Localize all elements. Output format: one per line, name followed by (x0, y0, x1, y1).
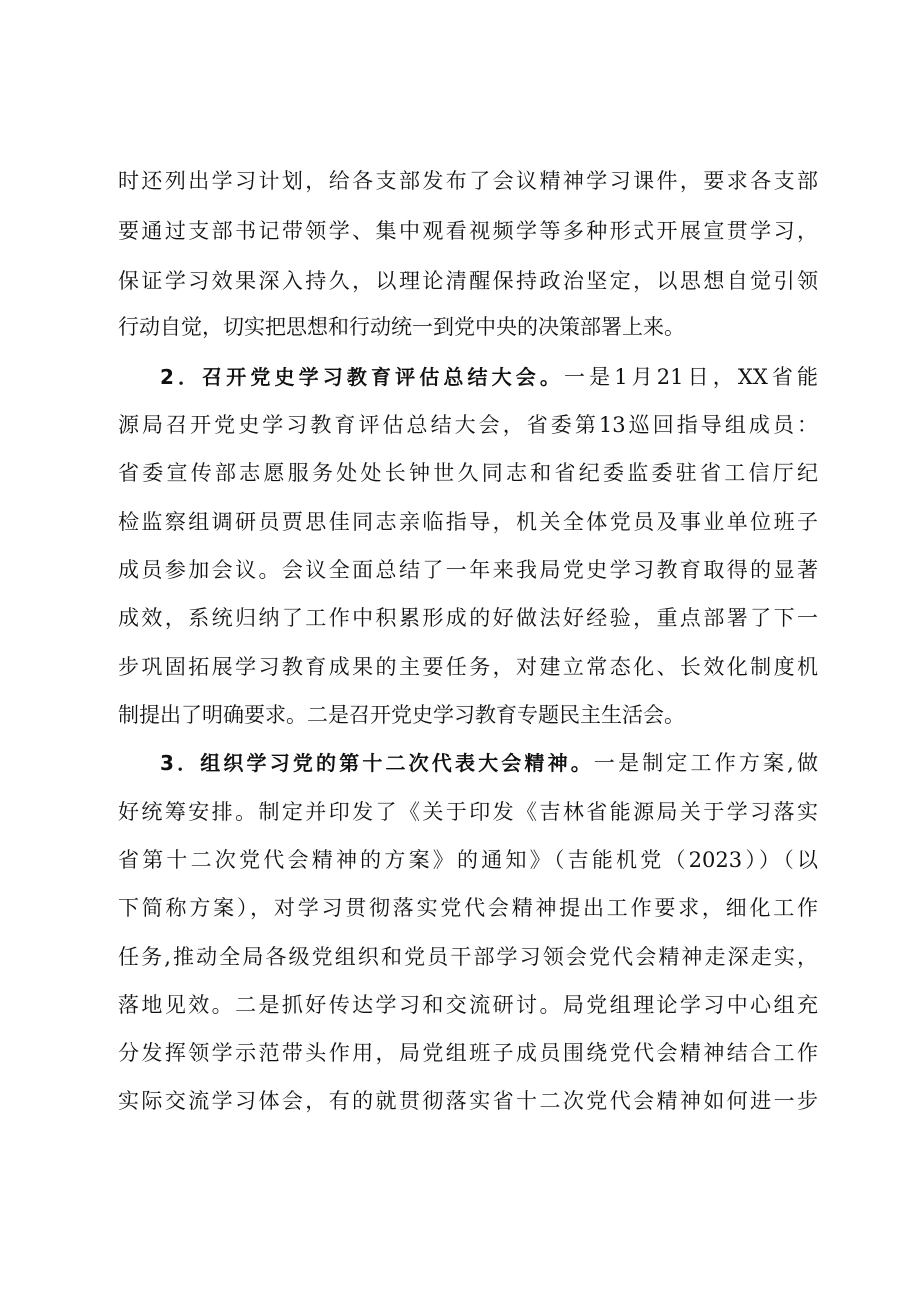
paragraph-3-line-3: 省第十二次党代会精神的方案》的通知》（吉能机党（2023））（以 (118, 848, 818, 872)
paragraph-3-line-6: 落地见效。二是抓好传达学习和交流研讨。局党组理论学习中心组充 (118, 993, 818, 1017)
paragraph-1-line-4: 行动自觉，切实把思想和行动统一到党中央的决策部署上来。 (118, 315, 685, 339)
paragraph-2-line-4: 检监察组调研员贾思佳同志亲临指导，机关全体党员及事业单位班子 (118, 510, 818, 534)
paragraph-3-heading: 3．组织学习党的第十二次代表大会精神。 (160, 751, 594, 775)
paragraph-2-line-2: 源局召开党史学习教育评估总结大会，省委第13巡回指导组成员： (118, 413, 818, 437)
paragraph-3-line-7: 分发挥领学示范带头作用，局党组班子成员围绕党代会精神结合工作 (118, 1041, 818, 1065)
paragraph-3-line-2: 好统筹安排。制定并印发了《关于印发《吉林省能源局关于学习落实 (118, 800, 818, 824)
paragraph-3-line-5: 任务,推动全局各级党组织和党员干部学习领会党代会精神走深走实， (118, 945, 818, 969)
paragraph-2-line-5: 成员参加会议。会议全面总结了一年来我局党史学习教育取得的显著 (118, 558, 818, 582)
paragraph-1-line-3: 保证学习效果深入持久，以理论清醒保持政治坚定，以思想自觉引领 (118, 269, 818, 293)
paragraph-2-first-line-rest: 一是1月21日，XX省能 (563, 365, 819, 389)
paragraph-2-line-8: 制提出了明确要求。二是召开党史学习教育专题民主生活会。 (118, 703, 685, 727)
paragraph-2-line-3: 省委宣传部志愿服务处处长钟世久同志和省纪委监委驻省工信厅纪 (118, 461, 818, 485)
paragraph-3-first-line (160, 743, 818, 783)
paragraph-2-line-7: 步巩固拓展学习教育成果的主要任务，对建立常态化、长效化制度机 (118, 655, 818, 679)
paragraph-3-line-8: 实际交流学习体会，有的就贯彻落实省十二次党代会精神如何进一步 (118, 1089, 818, 1113)
paragraph-3-first-line-rest: 一是制定工作方案,做 (593, 751, 818, 775)
paragraph-1-line-1: 时还列出学习计划，给各支部发布了会议精神学习课件，要求各支部 (118, 169, 818, 193)
paragraph-3-line-4: 下简称方案），对学习贯彻落实党代会精神提出工作要求，细化工作 (118, 896, 818, 920)
paragraph-2-first-line (160, 357, 818, 397)
paragraph-1-line-2: 要通过支部书记带领学、集中观看视频学等多种形式开展宣贯学习， (118, 219, 818, 243)
paragraph-2-heading: 2．召开党史学习教育评估总结大会。 (160, 365, 564, 389)
paragraph-2-line-6: 成效，系统归纳了工作中积累形成的好做法好经验，重点部署了下一 (118, 606, 818, 630)
